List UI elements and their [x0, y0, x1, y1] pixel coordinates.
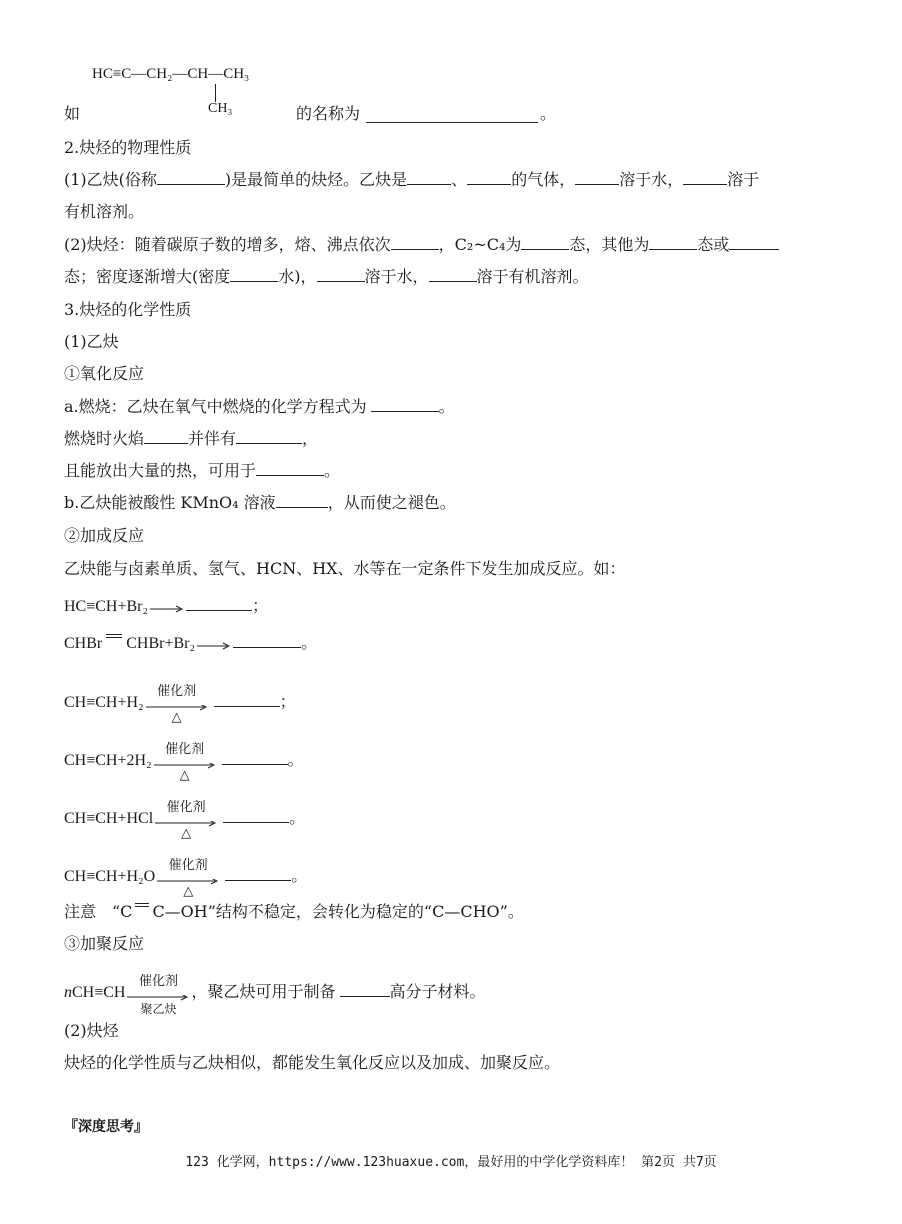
addition-text: 乙炔能与卤素单质、氢气、HCN、HX、水等在一定条件下发生加成反应。如：	[64, 559, 626, 578]
blank-name[interactable]	[366, 108, 538, 123]
blank[interactable]	[340, 982, 390, 997]
blank[interactable]	[225, 866, 291, 881]
physical-p2-cont: 态；密度逐渐增大(密度 水)， 溶于水， 溶于有机溶剂。	[64, 267, 589, 286]
physical-p1: (1)乙炔(俗称 )是最简单的炔烃。乙炔是 、 的气体， 溶于水， 溶于	[64, 170, 760, 189]
reaction-3: CH≡CH+H₂ 催化剂 △ ；	[64, 683, 296, 724]
name-line	[64, 104, 864, 124]
polymerization-line: nCH≡CH 催化剂 聚乙炔 ，聚乙炔可用于制备 高分子材料。	[64, 973, 486, 1016]
physical-p1-cont: 有机溶剂。	[64, 202, 145, 221]
double-bond-icon	[106, 634, 122, 638]
blank[interactable]	[729, 235, 779, 250]
physical-p2: (2)炔烃：随着碳原子数的增多，熔、沸点依次 ，C₂~C₄为 态，其他为 态或	[64, 235, 779, 255]
blank[interactable]	[429, 267, 477, 282]
blank[interactable]	[276, 493, 328, 508]
catalyst-arrow: 催化剂 △	[154, 763, 216, 771]
blank[interactable]	[223, 808, 289, 823]
struct-bond	[215, 84, 216, 102]
reaction-5: CH≡CH+HCl 催化剂 △ 。	[64, 799, 306, 840]
blank[interactable]	[391, 235, 439, 250]
name-end: 。	[540, 104, 557, 123]
blank[interactable]	[157, 170, 225, 185]
alkyne-heading: (2)炔烃	[64, 1021, 119, 1040]
blank[interactable]	[186, 596, 252, 611]
catalyst-arrow: 催化剂 △	[146, 705, 208, 713]
catalyst-arrow: 催化剂 聚乙炔	[127, 995, 189, 1003]
page-footer: 123 化学网，https://www.123huaxue.com，最好用的中学化学资料库！ 第2页 共7页	[185, 1155, 717, 1170]
blank[interactable]	[233, 633, 301, 648]
reaction-6: CH≡CH+H₂O 催化剂 △ 。	[64, 857, 308, 898]
blank[interactable]	[649, 235, 697, 250]
blank[interactable]	[371, 397, 439, 412]
blank[interactable]	[214, 692, 280, 707]
section-3-heading: 3.炔烃的化学性质	[64, 300, 192, 319]
reaction-1: HC≡CH+Br₂ ；	[64, 598, 269, 615]
note-line: 注意 “C C—OH”结构不稳定，会转化为稳定的“C—CHO”。	[64, 902, 524, 921]
oxidation-heading: ①氧化反应	[64, 364, 145, 383]
blank[interactable]	[144, 429, 188, 444]
kmno4-line: b.乙炔能被酸性 KMnO₄ 溶液 ，从而使之褪色。	[64, 493, 456, 512]
arrow-icon	[150, 605, 184, 617]
blank[interactable]	[575, 170, 619, 185]
addition-heading: ②加成反应	[64, 526, 145, 545]
alkyne-text: 炔烃的化学性质与乙炔相似，都能发生氧化反应以及加成、加聚反应。	[64, 1053, 561, 1072]
struct-main: HC≡C—CH₂—CH—CH₃	[92, 66, 250, 82]
blank[interactable]	[521, 235, 569, 250]
blank[interactable]	[236, 429, 302, 444]
name-suffix: 的名称为	[296, 104, 361, 123]
blank[interactable]	[407, 170, 451, 185]
reaction-2: CHBr CHBr+Br₂ 。	[64, 635, 318, 652]
name-prefix: 如	[64, 104, 81, 123]
section-2-heading: 2.炔烃的物理性质	[64, 138, 192, 157]
blank[interactable]	[256, 461, 324, 476]
catalyst-arrow: 催化剂 △	[157, 879, 219, 887]
blank[interactable]	[222, 750, 288, 765]
arrow-icon	[197, 642, 231, 654]
blank[interactable]	[467, 170, 511, 185]
reaction-4: CH≡CH+2H₂ 催化剂 △ 。	[64, 741, 304, 782]
catalyst-arrow: 催化剂 △	[155, 821, 217, 829]
sub-acetylene: (1)乙炔	[64, 332, 119, 351]
flame-line: 燃烧时火焰 并伴有 ，	[64, 429, 319, 448]
blank[interactable]	[230, 267, 278, 282]
heat-line: 且能放出大量的热，可用于 。	[64, 461, 341, 480]
double-bond-icon	[135, 903, 149, 907]
deep-thinking-heading: 『深度思考』	[64, 1119, 148, 1135]
blank[interactable]	[683, 170, 727, 185]
struct-branch: CH₃	[208, 101, 233, 116]
combustion-line: a.燃烧：乙炔在氧气中燃烧的化学方程式为 。	[64, 397, 455, 416]
polymerization-heading: ③加聚反应	[64, 934, 145, 953]
blank[interactable]	[317, 267, 365, 282]
